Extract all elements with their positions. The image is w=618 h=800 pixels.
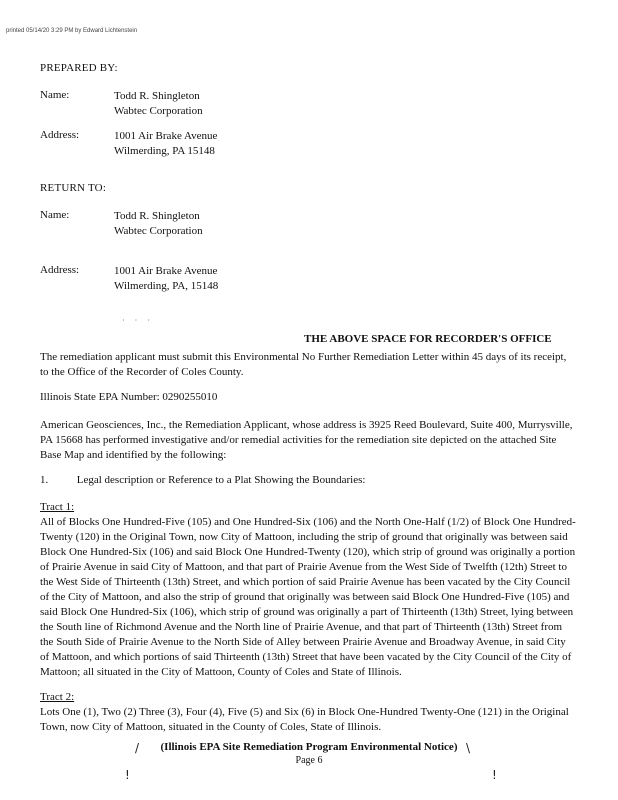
return-to-address-line1: 1001 Air Brake Avenue — [114, 265, 218, 277]
scan-mark-right: \ — [466, 741, 471, 755]
tract1-text: All of Blocks One Hundred-Five (105) and One Hundred-Six (106) and the North One-Half (1/2) of Block One Hundred-Twenty (120) in the Original Town, now City of Mattoon, including the strip of ground that originally was between said Block One Hundred-Six (106) and said Block One Hundred-Twenty (120), which strip of ground was originally a portion of Prairie Avenue in said City of Mattoon, and that part of Prairie Avenue from the West Side of Twelfth (12th) Street to the West Side of Thirteenth (13th) Street, and which portion of said Prairie Avenue has been vacated by the City Council of the City of Mattoon, and also the strip of ground that originally was between said Block One Hundred-Five (105) and said Block One Hundred-Six (106), which strip of ground was originally a part of Thirteenth (13th) Street, lying between the South line of Richmond Avenue and the North line of Prairie Avenue, and that part of Thirteenth (13th) Street from the South Side of Prairie Avenue to the North Side of Alley between Prairie Avenue and Broadway Avenue, in said City of Mattoon, and which portions of said Thirteenth (13th) Street that have been vacated by the City Council of the City of Mattoon; all situated in the City of Mattoon, County of Coles and State of Illinois. — [40, 516, 576, 678]
tract2-text: Lots One (1), Two (2) Three (3), Four (4), Five (5) and Six (6) in Block One-Hundred Twenty-One (121) in the Original Town, now City of Mattoon, situated in the County of Coles, State of Illinois. — [40, 706, 569, 733]
epa-number: Illinois State EPA Number: 0290255010 — [40, 391, 218, 403]
return-to-name-block — [114, 209, 334, 239]
scan-speckle: · · · — [122, 316, 154, 325]
address-label: Address: — [40, 264, 80, 276]
tract1-title: Tract 1: — [40, 501, 75, 513]
scan-mark-left: / — [135, 741, 140, 755]
scan-mark-bottom-left: ! — [125, 768, 130, 782]
prepared-by-heading: PREPARED BY: — [40, 62, 118, 74]
return-to-address-line2: Wilmerding, PA, 15148 — [114, 280, 219, 292]
name-label: Name: — [40, 209, 70, 221]
item-number: 1. — [40, 474, 49, 486]
recorder-space-label: THE ABOVE SPACE FOR RECORDER'S OFFICE — [304, 333, 552, 345]
prepared-by-name: Todd R. Shingleton — [114, 90, 200, 102]
address-label: Address: — [40, 129, 80, 141]
prepared-by-address-block — [114, 129, 334, 159]
return-to-company: Wabtec Corporation — [114, 225, 203, 237]
footer-title: (Illinois EPA Site Remediation Program Environmental Notice) — [160, 741, 458, 753]
print-stamp: printed 05/14/20 3:29 PM by Edward Lichtenstein — [6, 28, 138, 34]
page-number: Page 6 — [295, 755, 323, 766]
prepared-by-address-line2: Wilmerding, PA 15148 — [114, 145, 215, 157]
return-to-heading: RETURN TO: — [40, 182, 107, 194]
legal-description-item — [40, 474, 365, 486]
return-to-address-block — [114, 264, 334, 294]
prepared-by-name-block — [114, 89, 334, 119]
scan-mark-bottom-right: ! — [492, 768, 497, 782]
tract2-title: Tract 2: — [40, 691, 75, 703]
return-to-name: Todd R. Shingleton — [114, 210, 200, 222]
instruction-paragraph: The remediation applicant must submit this Environmental No Further Remediation Letter within 45 days of its receipt, to the Office of the Recorder of Coles County. — [40, 351, 567, 378]
applicant-paragraph: American Geosciences, Inc., the Remediation Applicant, whose address is 3925 Reed Boulevard, Suite 400, Murrysville, PA 15668 has performed investigative and/or remedial activities for the remediation site depicted on the attached Site Base Map and identified by the following: — [40, 419, 573, 461]
tract1-section — [40, 500, 576, 680]
name-label: Name: — [40, 89, 70, 101]
item-text: Legal description or Reference to a Plat Showing the Boundaries: — [76, 474, 366, 486]
prepared-by-address-line1: 1001 Air Brake Avenue — [114, 130, 218, 142]
prepared-by-company: Wabtec Corporation — [114, 105, 203, 117]
tract2-section — [40, 690, 576, 735]
